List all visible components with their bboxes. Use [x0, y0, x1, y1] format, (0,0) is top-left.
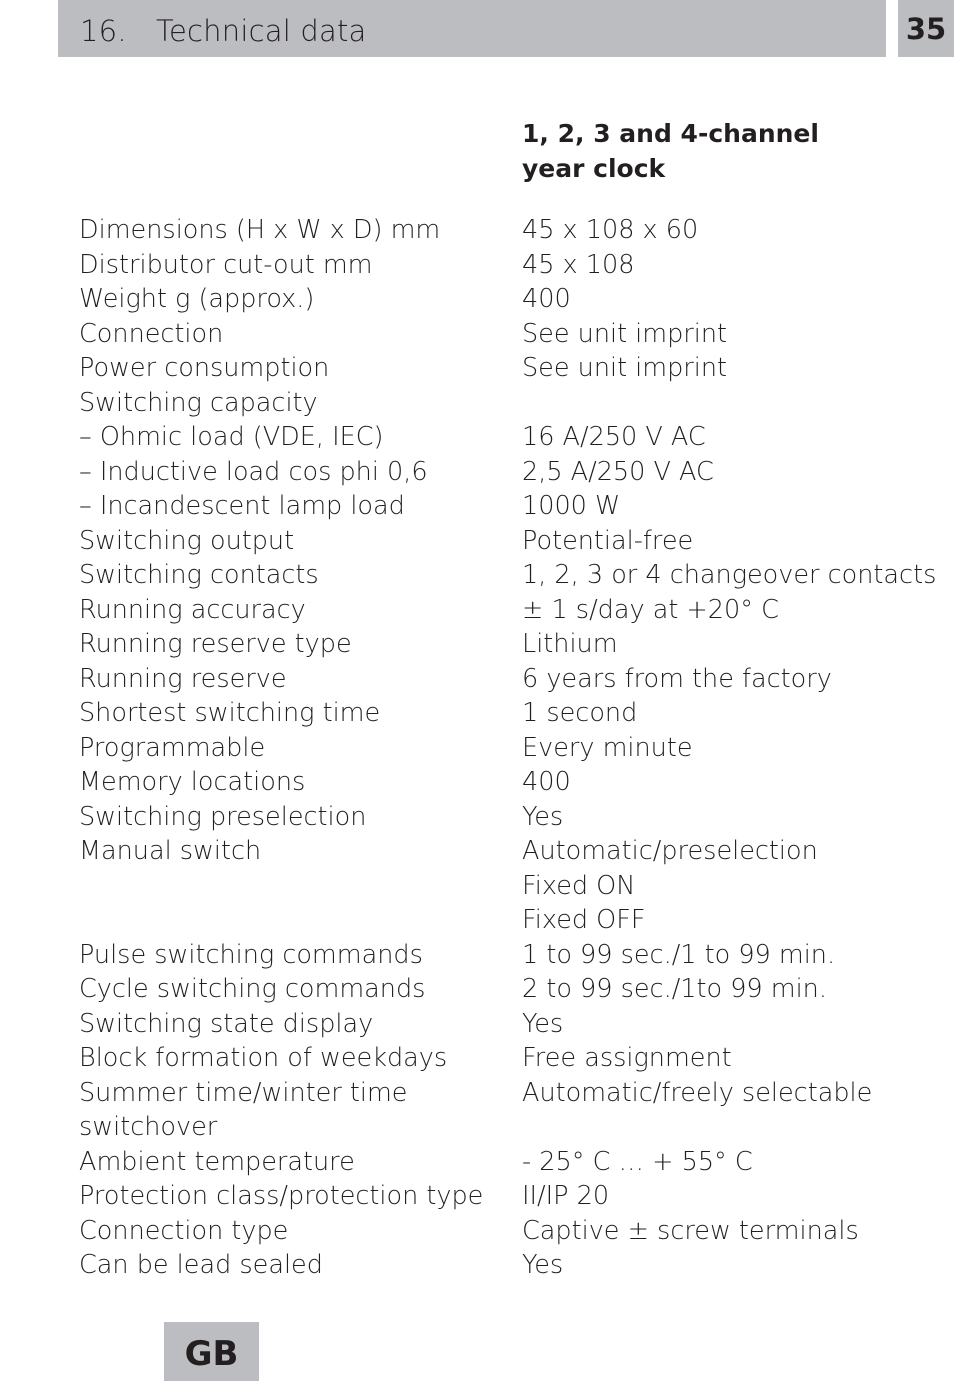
spec-value: II/IP 20 — [522, 1181, 610, 1211]
spec-value: Potential-free — [522, 525, 694, 556]
spec-label — [79, 903, 483, 938]
spec-value: Every minute — [522, 732, 693, 763]
spec-value: Captive ± screw terminals — [522, 1215, 859, 1246]
spec-value: 1 to 99 sec./1 to 99 min. — [522, 939, 836, 970]
spec-value: 1000 W — [522, 491, 621, 521]
spec-label: – Incandescent lamp load — [79, 491, 405, 521]
spec-value: Free assignment — [522, 1043, 732, 1073]
spec-value: ± 1 s/day at +20° C — [522, 594, 779, 625]
spec-value: See unit imprint — [522, 318, 728, 349]
spec-value: - 25° C … + 55° C — [522, 1146, 753, 1177]
column-heading-line1: 1, 2, 3 and 4-channel — [522, 119, 819, 148]
column-heading — [522, 116, 819, 186]
spec-label: Switching output — [79, 525, 295, 556]
spec-value: Automatic/preselection — [522, 836, 818, 866]
spec-value: 1, 2, 3 or 4 changeover contacts — [522, 560, 937, 590]
spec-label: Switching state display — [79, 1008, 374, 1039]
spec-value: 2 to 99 sec./1to 99 min. — [522, 974, 827, 1004]
spec-label: Programmable — [79, 732, 266, 763]
spec-label — [79, 869, 483, 904]
spec-value: Yes — [522, 1008, 564, 1039]
spec-value — [522, 1110, 936, 1145]
spec-label: Ambient temperature — [79, 1146, 355, 1177]
spec-value: Fixed OFF — [522, 905, 646, 935]
spec-label: Shortest switching time — [79, 698, 381, 728]
spec-label: Can be lead sealed — [79, 1250, 323, 1280]
section-number: 16. — [80, 14, 127, 48]
spec-values-column — [522, 213, 936, 1283]
spec-label: Switching contacts — [79, 560, 319, 590]
spec-label: Distributor cut-out mm — [79, 249, 373, 280]
spec-value: Lithium — [522, 629, 618, 659]
spec-label: Memory locations — [79, 767, 306, 797]
column-heading-line2: year clock — [522, 154, 666, 183]
spec-label: Protection class/protection type — [79, 1181, 484, 1211]
spec-label: Switching preselection — [79, 801, 367, 832]
spec-value: 45 x 108 — [522, 249, 635, 280]
spec-value: 45 x 108 x 60 — [522, 215, 699, 245]
spec-label: Pulse switching commands — [79, 939, 423, 970]
section-title-text: Technical data — [156, 14, 367, 48]
spec-value: 2,5 A/250 V AC — [522, 456, 714, 487]
spec-label: Connection — [79, 318, 224, 349]
spec-value: 400 — [522, 767, 571, 797]
spec-value: Fixed ON — [522, 870, 636, 901]
spec-label: Running accuracy — [79, 594, 306, 625]
spec-value: 16 A/250 V AC — [522, 422, 706, 452]
spec-label: – Ohmic load (VDE, IEC) — [79, 422, 384, 452]
spec-labels-column — [79, 213, 483, 1283]
spec-value: See unit imprint — [522, 353, 728, 383]
spec-label: Block formation of weekdays — [79, 1043, 448, 1073]
spec-label: Summer time/winter time — [79, 1077, 408, 1108]
spec-value: Yes — [522, 1250, 564, 1280]
spec-label: Connection type — [79, 1215, 289, 1246]
language-tab: GB — [184, 1334, 239, 1374]
spec-label: switchover — [79, 1112, 218, 1142]
spec-label: Dimensions (H x W x D) mm — [79, 215, 441, 245]
spec-label: Weight g (approx.) — [79, 284, 315, 314]
spec-value — [522, 386, 936, 421]
spec-value: 6 years from the factory — [522, 663, 832, 694]
section-title — [80, 14, 367, 48]
spec-label: Cycle switching commands — [79, 974, 426, 1004]
spec-label: Running reserve type — [79, 629, 352, 659]
spec-label: Running reserve — [79, 663, 287, 694]
page-number: 35 — [905, 12, 947, 46]
spec-label: – Inductive load cos phi 0,6 — [79, 456, 428, 487]
spec-value: Yes — [522, 801, 564, 832]
spec-value: 1 second — [522, 698, 638, 728]
spec-label: Manual switch — [79, 836, 262, 866]
spec-value: Automatic/freely selectable — [522, 1077, 873, 1108]
spec-label: Switching capacity — [79, 387, 318, 418]
spec-label: Power consumption — [79, 353, 330, 383]
spec-value: 400 — [522, 284, 571, 314]
